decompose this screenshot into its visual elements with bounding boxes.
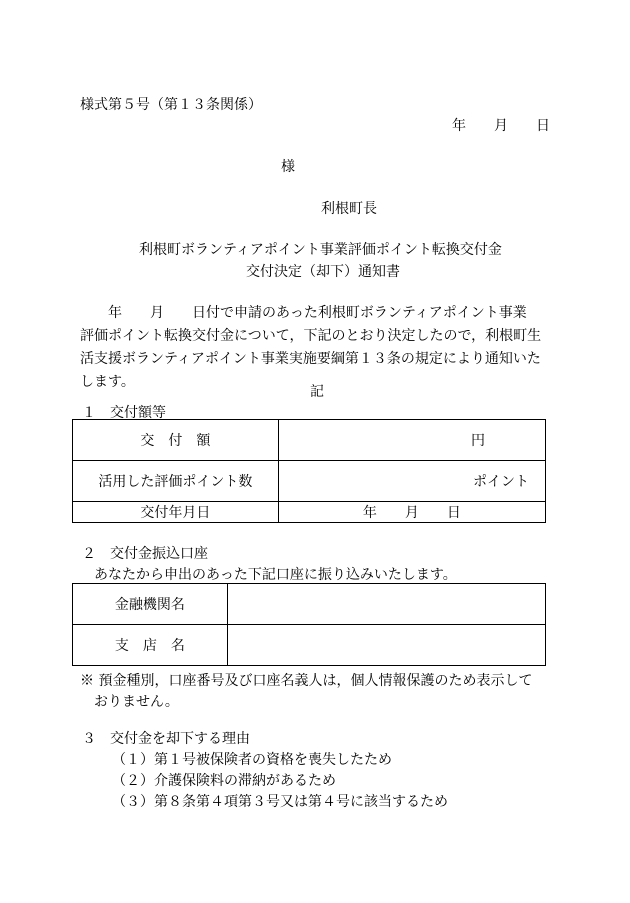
grant-date-label: 交付年月日 [73,502,279,523]
grant-date-text: 年 月 日 [362,505,461,521]
section2-note: あなたから申出のあった下記口座に振り込みいたします。 [94,567,457,583]
table-row [73,461,546,502]
privacy-notice [80,671,532,713]
grant-amount-table [72,419,546,523]
date-year-label: 年 [452,118,466,134]
body-line: 評価ポイント転換交付金について，下記のとおり決定したので，利根町生 [80,328,542,344]
section3-heading: ３ 交付金を却下する理由 [82,731,250,747]
body-paragraph [80,302,555,394]
date-month-label: 月 [494,118,508,134]
table-row [73,584,546,625]
form-number: 様式第５号（第１３条関係） [80,97,262,113]
points-used-label: 活用した評価ポイント数 [73,461,279,502]
table-row [73,502,546,523]
privacy-notice-line: ※ 預金種別，口座番号及び口座名義人は，個人情報保護のため表示して [80,673,533,689]
body-line: 年 月 日付で申請のあった利根町ボランティアポイント事業 [80,305,527,321]
rejection-reason: （２）介護保険料の滞納があるため [112,773,336,789]
issue-date [452,119,550,133]
section2-heading: ２ 交付金振込口座 [82,546,208,562]
table-row [73,420,546,461]
branch-name-label: 支 店 名 [73,625,228,666]
body-line: 活支援ボランティアポイント事業実施要綱第１３条の規定により通知いた [80,351,541,367]
grant-amount-value: 円 [278,420,545,461]
document-title-line2: 交付決定（却下）通知書 [246,264,400,280]
issuer-name: 利根町長 [321,201,377,217]
body-line: します。 [80,374,135,390]
points-used-value: ポイント [278,461,545,502]
grant-date-value [278,502,545,523]
grant-amount-label: 交 付 額 [73,420,279,461]
privacy-notice-line: おりません。 [80,694,179,710]
bank-name-value [227,584,545,625]
bank-name-label: 金融機関名 [73,584,228,625]
document-title-line1: 利根町ボランティアポイント事業評価ポイント転換交付金 [139,242,502,258]
bank-account-table [72,583,546,666]
recipient-suffix: 様 [281,159,295,175]
section1-heading: １ 交付額等 [82,405,166,421]
ki-heading: 記 [310,384,324,400]
branch-name-value [227,625,545,666]
rejection-reason: （３）第８条第４項第３号又は第４号に該当するため [112,794,448,810]
table-row [73,625,546,666]
rejection-reason: （１）第１号被保険者の資格を喪失したため [112,752,392,768]
date-day-label: 日 [536,118,550,134]
